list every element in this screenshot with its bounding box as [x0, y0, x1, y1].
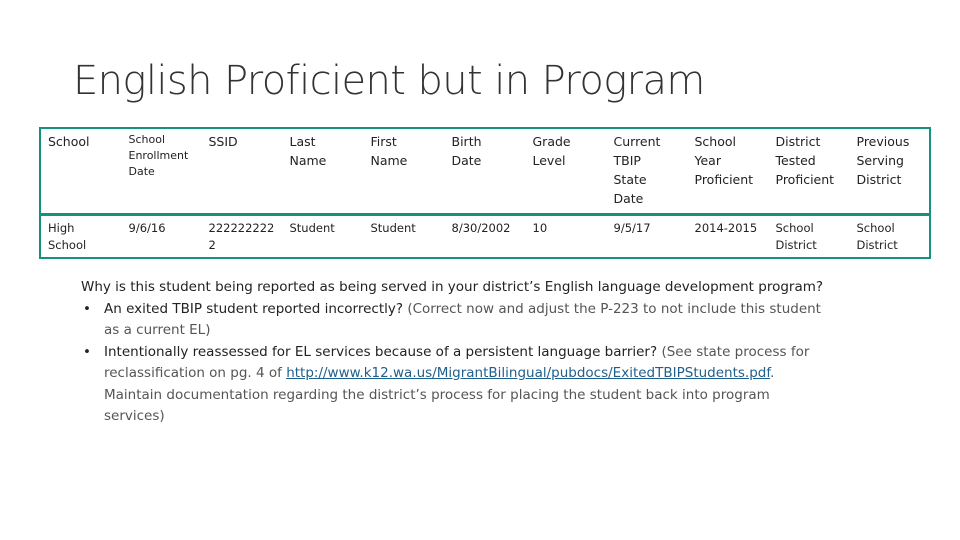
header-cell: Current TBIP State Date: [606, 128, 687, 215]
question-text: Why is this student being reported as being served in your district’s English language development program?: [81, 279, 824, 295]
header-cell: School Enrollment Date: [121, 128, 201, 215]
bullet-exited-student: [81, 299, 901, 342]
table-cell: Student: [363, 215, 444, 259]
table-cell: High School: [40, 215, 121, 259]
header-cell: Birth Date: [444, 128, 525, 215]
header-cell: Previous Serving District: [849, 128, 930, 215]
header-cell: Last Name: [282, 128, 363, 215]
table-row: [40, 215, 930, 259]
bullet-note-text: (Correct now and adjust the P-223 to not include this student: [407, 300, 821, 317]
table-cell: 8/30/2002: [444, 215, 525, 259]
bullet-note-text: services): [104, 408, 165, 424]
bullet-marker: •: [83, 300, 91, 317]
table-cell: School District: [849, 215, 930, 259]
header-cell: SSID: [201, 128, 282, 215]
bullet-lead-text: An exited TBIP student reported incorrectly?: [104, 300, 408, 317]
bullet-lead-text: Intentionally reassessed for EL services because of a persistent language barrier?: [104, 343, 662, 360]
bullet-note-text: as a current EL): [104, 322, 211, 338]
exited-tbip-students-link[interactable]: http://www.k12.wa.us/MigrantBilingual/pubdocs/ExitedTBIPStudents.pdf: [286, 365, 771, 381]
header-cell: School: [40, 128, 121, 215]
table-cell: Student: [282, 215, 363, 259]
header-cell: School Year Proficient: [687, 128, 768, 215]
bullet-reassessed-student: [81, 342, 901, 428]
slide-body: [81, 277, 901, 428]
table-cell: 2014-2015: [687, 215, 768, 259]
table-cell: 9/5/17: [606, 215, 687, 259]
bullet-marker: •: [83, 343, 91, 360]
table-cell: School District: [768, 215, 849, 259]
bullet-note-text: (See state process for: [661, 343, 810, 360]
table-cell: 10: [525, 215, 606, 259]
header-cell: District Tested Proficient: [768, 128, 849, 215]
table-cell: 222222222 2: [201, 215, 282, 259]
bullet-note-text: .: [770, 365, 775, 381]
table-cell: 9/6/16: [121, 215, 201, 259]
header-cell: Grade Level: [525, 128, 606, 215]
table-header-row: [40, 128, 930, 215]
bullet-note-text: Maintain documentation regarding the district’s process for placing the student back into program: [104, 386, 770, 403]
slide-title: English Proficient but in Program: [73, 58, 705, 104]
header-cell: First Name: [363, 128, 444, 215]
student-table: [39, 127, 931, 259]
bullet-note-text: reclassification on pg. 4 of: [104, 365, 287, 381]
